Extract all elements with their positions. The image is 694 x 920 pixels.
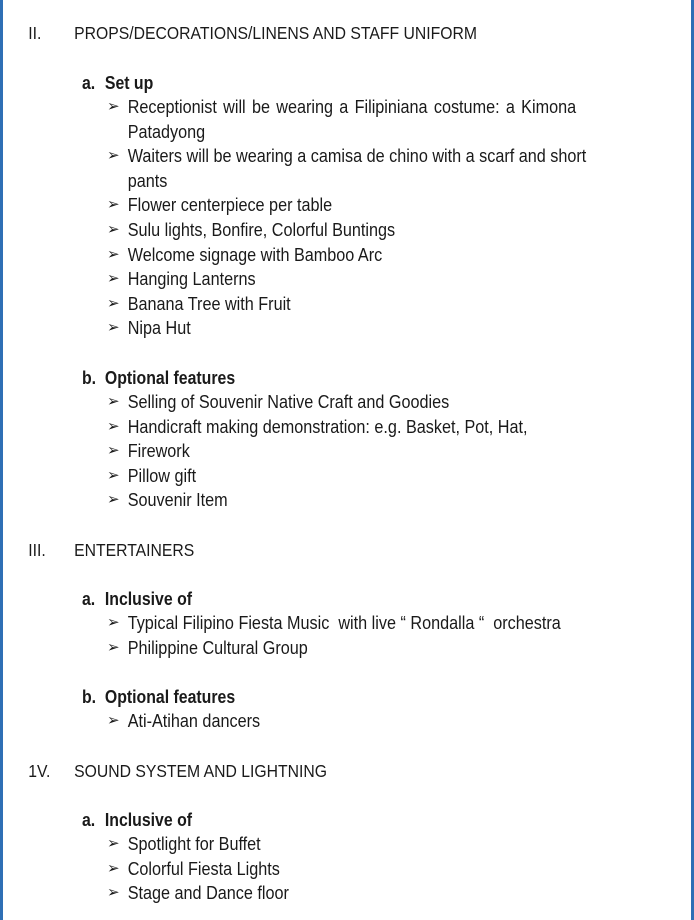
arrow-bullet-icon: ➢ bbox=[107, 466, 120, 484]
list-item bbox=[107, 709, 643, 734]
list-item bbox=[107, 267, 643, 292]
subheading-setup bbox=[82, 72, 153, 94]
list-item-text bbox=[107, 144, 589, 193]
arrow-bullet-icon: ➢ bbox=[107, 196, 120, 214]
list-item-text: Welcome signage with Bamboo Arc bbox=[127, 244, 383, 265]
subheading-text: Optional features bbox=[104, 687, 236, 707]
subheading-letter: a. bbox=[82, 810, 96, 830]
list-item-text: Typical Filipino Fiesta Music with live “ Rondalla “ orchestra bbox=[127, 613, 561, 633]
list-item bbox=[107, 881, 643, 906]
arrow-bullet-icon: ➢ bbox=[107, 835, 120, 852]
section-title: SOUND SYSTEM AND LIGHTNING bbox=[74, 761, 328, 781]
list-item bbox=[107, 488, 643, 513]
list-item bbox=[107, 611, 643, 636]
section-numeral: III. bbox=[28, 540, 46, 560]
subheading-optional-features bbox=[82, 686, 235, 708]
subheading-text: Set up bbox=[104, 73, 154, 93]
list-item bbox=[107, 292, 643, 317]
arrow-bullet-icon: ➢ bbox=[107, 147, 120, 165]
list-item bbox=[107, 832, 643, 857]
list-item-line: Waiters will be wearing a camisa de chino with a scarf and short bbox=[127, 146, 587, 167]
subheading-text: Inclusive of bbox=[104, 589, 193, 609]
subheading-letter: b. bbox=[82, 687, 97, 707]
list-item-text: Colorful Fiesta Lights bbox=[127, 858, 280, 879]
list-item bbox=[107, 243, 643, 268]
entertainers-inclusive-list bbox=[107, 611, 643, 660]
list-item bbox=[107, 193, 643, 218]
list-item bbox=[107, 144, 643, 193]
optional-features-list bbox=[107, 390, 643, 513]
arrow-bullet-icon: ➢ bbox=[107, 417, 120, 435]
list-item bbox=[107, 857, 643, 882]
list-item-line: Patadyong bbox=[127, 121, 206, 142]
list-item-text: Flower centerpiece per table bbox=[127, 195, 333, 216]
section-numeral: 1V. bbox=[28, 761, 51, 781]
entertainers-optional-list bbox=[107, 709, 643, 734]
list-item-text bbox=[107, 95, 589, 144]
subheading-text: Optional features bbox=[104, 368, 236, 388]
list-item-text: Philippine Cultural Group bbox=[127, 637, 308, 658]
arrow-bullet-icon: ➢ bbox=[107, 98, 120, 115]
list-item-text: Firework bbox=[127, 441, 190, 462]
list-item bbox=[107, 316, 643, 341]
list-item bbox=[107, 636, 643, 661]
subheading-letter: b. bbox=[82, 368, 97, 388]
arrow-bullet-icon: ➢ bbox=[107, 859, 120, 877]
setup-list bbox=[107, 95, 643, 341]
arrow-bullet-icon: ➢ bbox=[107, 884, 120, 902]
arrow-bullet-icon: ➢ bbox=[107, 220, 120, 238]
subheading-inclusive-of bbox=[82, 809, 192, 831]
section-title: ENTERTAINERS bbox=[74, 540, 195, 560]
arrow-bullet-icon: ➢ bbox=[107, 442, 120, 460]
list-item bbox=[107, 95, 643, 144]
list-item-text: Sulu lights, Bonfire, Colorful Buntings bbox=[127, 219, 396, 240]
arrow-bullet-icon: ➢ bbox=[107, 270, 120, 288]
arrow-bullet-icon: ➢ bbox=[107, 245, 120, 263]
arrow-bullet-icon: ➢ bbox=[107, 294, 120, 312]
arrow-bullet-icon: ➢ bbox=[107, 491, 120, 509]
arrow-bullet-icon: ➢ bbox=[107, 712, 120, 729]
list-item bbox=[107, 218, 643, 243]
list-item-text: Handicraft making demonstration: e.g. Basket, Pot, Hat, bbox=[127, 416, 528, 437]
list-item-text: Spotlight for Buffet bbox=[127, 834, 261, 854]
list-item-text: Nipa Hut bbox=[127, 318, 191, 339]
list-item bbox=[107, 415, 643, 440]
list-item-line: pants bbox=[127, 170, 168, 191]
arrow-bullet-icon: ➢ bbox=[107, 638, 120, 656]
list-item-text: Selling of Souvenir Native Craft and Goodies bbox=[127, 392, 450, 412]
arrow-bullet-icon: ➢ bbox=[107, 614, 120, 631]
subheading-text: Inclusive of bbox=[104, 810, 193, 830]
list-item bbox=[107, 439, 643, 464]
list-item bbox=[107, 464, 643, 489]
list-item-text: Banana Tree with Fruit bbox=[127, 293, 291, 314]
section-numeral: II. bbox=[28, 23, 42, 43]
subheading-letter: a. bbox=[82, 589, 96, 609]
sound-inclusive-list bbox=[107, 832, 643, 906]
list-item-text: Ati-Atihan dancers bbox=[127, 711, 261, 731]
subheading-inclusive-of bbox=[82, 588, 192, 610]
list-item-text: Stage and Dance floor bbox=[127, 883, 289, 904]
list-item bbox=[107, 390, 643, 415]
arrow-bullet-icon: ➢ bbox=[107, 393, 120, 410]
arrow-bullet-icon: ➢ bbox=[107, 319, 120, 337]
list-item-text: Souvenir Item bbox=[127, 490, 228, 511]
list-item-line: Receptionist will be wearing a Filipiniana costume: a Kimona bbox=[127, 97, 577, 117]
list-item-text: Hanging Lanterns bbox=[127, 269, 256, 290]
list-item-text: Pillow gift bbox=[127, 465, 197, 486]
section-title: PROPS/DECORATIONS/LINENS AND STAFF UNIFORM bbox=[74, 23, 477, 43]
subheading-optional-features bbox=[82, 367, 235, 389]
subheading-letter: a. bbox=[82, 73, 96, 93]
